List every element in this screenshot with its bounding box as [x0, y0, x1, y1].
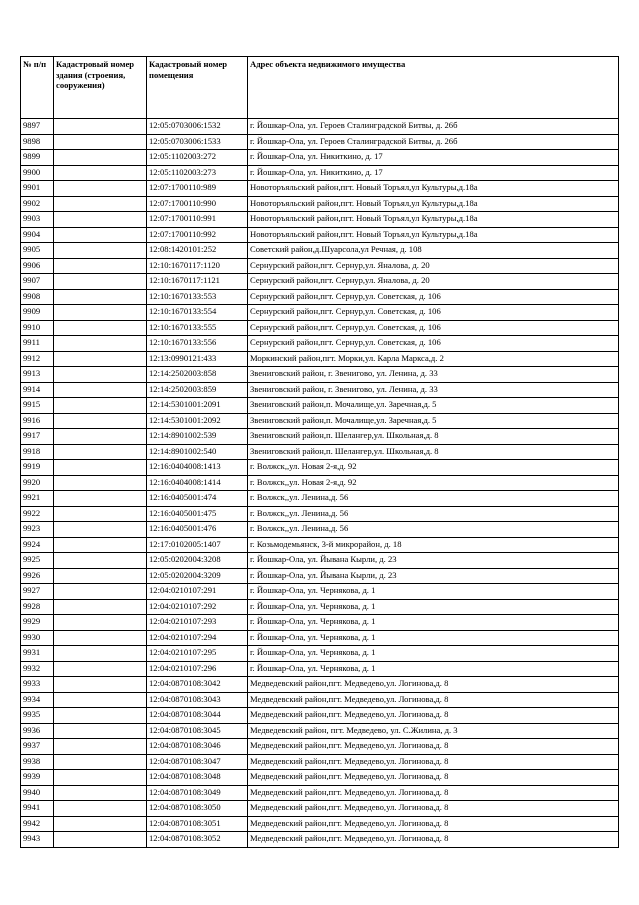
cell-row-number: 9908	[21, 289, 54, 305]
table-row	[21, 584, 619, 600]
cell-building-cadastral-number	[54, 584, 147, 600]
cell-premises-cadastral-number: 12:04:0210107:293	[147, 615, 248, 631]
table-row	[21, 336, 619, 352]
cell-property-address: Звениговский район, г. Звенигово, ул. Ленина, д. 33	[248, 382, 619, 398]
cell-building-cadastral-number	[54, 227, 147, 243]
cell-property-address: Новоторъяльский район,пгт. Новый Торъял,ул Культуры,д.18а	[248, 181, 619, 197]
table-row	[21, 398, 619, 414]
cell-property-address: Сернурский район,пгт. Сернур,ул. Яналова, д. 20	[248, 258, 619, 274]
cell-premises-cadastral-number: 12:04:0870108:3050	[147, 801, 248, 817]
table-row	[21, 227, 619, 243]
cell-building-cadastral-number	[54, 320, 147, 336]
table-row	[21, 196, 619, 212]
cell-property-address: Медведевский район,пгт. Медведево,ул. Логинова,д. 8	[248, 832, 619, 848]
cell-row-number: 9930	[21, 630, 54, 646]
cell-row-number: 9938	[21, 754, 54, 770]
cell-premises-cadastral-number: 12:10:1670117:1120	[147, 258, 248, 274]
cell-premises-cadastral-number: 12:14:5301001:2091	[147, 398, 248, 414]
table-row	[21, 382, 619, 398]
cell-property-address: Новоторъяльский район,пгт. Новый Торъял,ул Культуры,д.18а	[248, 227, 619, 243]
cell-property-address: Звениговский район,п. Шелангер,ул. Школьная,д. 8	[248, 429, 619, 445]
cell-building-cadastral-number	[54, 413, 147, 429]
cell-premises-cadastral-number: 12:04:0870108:3044	[147, 708, 248, 724]
cell-premises-cadastral-number: 12:16:0405001:476	[147, 522, 248, 538]
cell-property-address: Сернурский район,пгт. Сернур,ул. Советская, д. 106	[248, 336, 619, 352]
cell-property-address: г. Йошкар-Ола, ул. Героев Сталинградской Битвы, д. 26б	[248, 119, 619, 135]
cell-row-number: 9926	[21, 568, 54, 584]
cell-building-cadastral-number	[54, 165, 147, 181]
cell-premises-cadastral-number: 12:14:5301001:2092	[147, 413, 248, 429]
cell-row-number: 9912	[21, 351, 54, 367]
cell-property-address: Звениговский район,п. Шелангер,ул. Школьная,д. 8	[248, 444, 619, 460]
cell-building-cadastral-number	[54, 537, 147, 553]
header-row	[21, 57, 619, 119]
cell-building-cadastral-number	[54, 382, 147, 398]
cell-row-number: 9901	[21, 181, 54, 197]
table-row	[21, 599, 619, 615]
cell-premises-cadastral-number: 12:05:0703006:1533	[147, 134, 248, 150]
cell-property-address: Медведевский район,пгт. Медведево,ул. Логинова,д. 8	[248, 816, 619, 832]
cell-building-cadastral-number	[54, 196, 147, 212]
cell-property-address: г. Йошкар-Ола, ул. Чернякова, д. 1	[248, 646, 619, 662]
cell-building-cadastral-number	[54, 351, 147, 367]
cell-property-address: Медведевский район,пгт. Медведево,ул. Логинова,д. 8	[248, 770, 619, 786]
cell-property-address: г. Волжск,,ул. Ленина,д. 56	[248, 491, 619, 507]
cell-premises-cadastral-number: 12:10:1670117:1121	[147, 274, 248, 290]
cell-property-address: Медведевский район, пгт. Медведево, ул. С.Жилина, д. 3	[248, 723, 619, 739]
table-row	[21, 646, 619, 662]
table-row	[21, 754, 619, 770]
cell-row-number: 9899	[21, 150, 54, 166]
table-row	[21, 289, 619, 305]
cell-premises-cadastral-number: 12:05:0703006:1532	[147, 119, 248, 135]
cell-building-cadastral-number	[54, 212, 147, 228]
table-row	[21, 305, 619, 321]
cell-premises-cadastral-number: 12:04:0870108:3045	[147, 723, 248, 739]
table-row	[21, 367, 619, 383]
cell-row-number: 9909	[21, 305, 54, 321]
cell-row-number: 9916	[21, 413, 54, 429]
cell-property-address: Сернурский район,пгт. Сернур,ул. Советская, д. 106	[248, 289, 619, 305]
cell-premises-cadastral-number: 12:10:1670133:553	[147, 289, 248, 305]
header-premises-cadastral-number: Кадастровый номер помещения	[147, 57, 248, 119]
cell-building-cadastral-number	[54, 367, 147, 383]
table-row	[21, 522, 619, 538]
property-register-table	[20, 56, 619, 848]
cell-building-cadastral-number	[54, 677, 147, 693]
cell-property-address: г. Йошкар-Ола, ул. Чернякова, д. 1	[248, 599, 619, 615]
cell-premises-cadastral-number: 12:16:0404008:1414	[147, 475, 248, 491]
cell-building-cadastral-number	[54, 506, 147, 522]
cell-row-number: 9934	[21, 692, 54, 708]
cell-premises-cadastral-number: 12:05:0202004:3209	[147, 568, 248, 584]
cell-premises-cadastral-number: 12:05:1102003:272	[147, 150, 248, 166]
cell-building-cadastral-number	[54, 553, 147, 569]
cell-row-number: 9935	[21, 708, 54, 724]
cell-property-address: г. Волжск,,ул. Ленина,д. 56	[248, 522, 619, 538]
cell-building-cadastral-number	[54, 522, 147, 538]
cell-premises-cadastral-number: 12:07:1700110:990	[147, 196, 248, 212]
cell-premises-cadastral-number: 12:07:1700110:989	[147, 181, 248, 197]
cell-building-cadastral-number	[54, 661, 147, 677]
cell-property-address: г. Волжск,,ул. Новая 2-я,д. 92	[248, 460, 619, 476]
header-row-number: № п/п	[21, 57, 54, 119]
table-row	[21, 506, 619, 522]
table-row	[21, 661, 619, 677]
cell-premises-cadastral-number: 12:04:0870108:3047	[147, 754, 248, 770]
cell-building-cadastral-number	[54, 289, 147, 305]
cell-row-number: 9928	[21, 599, 54, 615]
cell-building-cadastral-number	[54, 444, 147, 460]
cell-property-address: Звениговский район,п. Мочалище,ул. Заречная,д. 5	[248, 398, 619, 414]
cell-premises-cadastral-number: 12:04:0870108:3052	[147, 832, 248, 848]
cell-row-number: 9903	[21, 212, 54, 228]
cell-property-address: Сернурский район,пгт. Сернур,ул. Яналова, д. 20	[248, 274, 619, 290]
cell-property-address: Новоторъяльский район,пгт. Новый Торъял,ул Культуры,д.18а	[248, 196, 619, 212]
table-row	[21, 429, 619, 445]
cell-premises-cadastral-number: 12:04:0210107:295	[147, 646, 248, 662]
table-row	[21, 816, 619, 832]
cell-property-address: Медведевский район,пгт. Медведево,ул. Логинова,д. 8	[248, 692, 619, 708]
cell-building-cadastral-number	[54, 599, 147, 615]
cell-premises-cadastral-number: 12:04:0210107:291	[147, 584, 248, 600]
cell-building-cadastral-number	[54, 243, 147, 259]
header-property-address: Адрес объекта недвижимого имущества	[248, 57, 619, 119]
cell-row-number: 9904	[21, 227, 54, 243]
table-row	[21, 460, 619, 476]
cell-premises-cadastral-number: 12:04:0210107:294	[147, 630, 248, 646]
cell-premises-cadastral-number: 12:04:0210107:296	[147, 661, 248, 677]
cell-row-number: 9900	[21, 165, 54, 181]
cell-property-address: Медведевский район,пгт. Медведево,ул. Логинова,д. 8	[248, 785, 619, 801]
cell-row-number: 9927	[21, 584, 54, 600]
cell-row-number: 9913	[21, 367, 54, 383]
table-row	[21, 677, 619, 693]
cell-row-number: 9925	[21, 553, 54, 569]
cell-row-number: 9915	[21, 398, 54, 414]
cell-premises-cadastral-number: 12:07:1700110:991	[147, 212, 248, 228]
cell-building-cadastral-number	[54, 568, 147, 584]
cell-building-cadastral-number	[54, 491, 147, 507]
cell-premises-cadastral-number: 12:07:1700110:992	[147, 227, 248, 243]
table-header	[21, 57, 619, 119]
cell-row-number: 9931	[21, 646, 54, 662]
table-row	[21, 320, 619, 336]
table-row	[21, 475, 619, 491]
cell-row-number: 9918	[21, 444, 54, 460]
cell-building-cadastral-number	[54, 770, 147, 786]
cell-building-cadastral-number	[54, 258, 147, 274]
cell-premises-cadastral-number: 12:04:0870108:3043	[147, 692, 248, 708]
cell-premises-cadastral-number: 12:17:0102005:1407	[147, 537, 248, 553]
cell-premises-cadastral-number: 12:14:8901002:540	[147, 444, 248, 460]
cell-premises-cadastral-number: 12:04:0210107:292	[147, 599, 248, 615]
cell-building-cadastral-number	[54, 630, 147, 646]
cell-building-cadastral-number	[54, 398, 147, 414]
table-row	[21, 615, 619, 631]
table-row	[21, 770, 619, 786]
cell-row-number: 9917	[21, 429, 54, 445]
cell-row-number: 9932	[21, 661, 54, 677]
cell-premises-cadastral-number: 12:16:0405001:474	[147, 491, 248, 507]
cell-premises-cadastral-number: 12:08:1420101:252	[147, 243, 248, 259]
table-row	[21, 723, 619, 739]
cell-premises-cadastral-number: 12:13:0990121:433	[147, 351, 248, 367]
cell-row-number: 9898	[21, 134, 54, 150]
cell-row-number: 9907	[21, 274, 54, 290]
cell-row-number: 9929	[21, 615, 54, 631]
cell-row-number: 9910	[21, 320, 54, 336]
table-row	[21, 785, 619, 801]
table-row	[21, 258, 619, 274]
cell-building-cadastral-number	[54, 429, 147, 445]
cell-property-address: Медведевский район,пгт. Медведево,ул. Логинова,д. 8	[248, 677, 619, 693]
cell-building-cadastral-number	[54, 274, 147, 290]
cell-premises-cadastral-number: 12:14:8901002:539	[147, 429, 248, 445]
cell-row-number: 9897	[21, 119, 54, 135]
cell-property-address: г. Йошкар-Ола, ул. Чернякова, д. 1	[248, 615, 619, 631]
cell-building-cadastral-number	[54, 754, 147, 770]
cell-property-address: г. Козьмодемьянск, 3-й микрорайон, д. 18	[248, 537, 619, 553]
cell-building-cadastral-number	[54, 739, 147, 755]
cell-row-number: 9919	[21, 460, 54, 476]
table-row	[21, 165, 619, 181]
cell-row-number: 9939	[21, 770, 54, 786]
cell-property-address: Медведевский район,пгт. Медведево,ул. Логинова,д. 8	[248, 801, 619, 817]
table-row	[21, 692, 619, 708]
cell-premises-cadastral-number: 12:04:0870108:3046	[147, 739, 248, 755]
table-row	[21, 243, 619, 259]
table-row	[21, 832, 619, 848]
cell-building-cadastral-number	[54, 460, 147, 476]
cell-building-cadastral-number	[54, 692, 147, 708]
cell-row-number: 9920	[21, 475, 54, 491]
table-row	[21, 553, 619, 569]
cell-property-address: Звениговский район, г. Звенигово, ул. Ленина, д. 33	[248, 367, 619, 383]
table-row	[21, 801, 619, 817]
cell-row-number: 9914	[21, 382, 54, 398]
cell-row-number: 9924	[21, 537, 54, 553]
table-row	[21, 150, 619, 166]
cell-building-cadastral-number	[54, 119, 147, 135]
cell-property-address: Сернурский район,пгт. Сернур,ул. Советская, д. 106	[248, 305, 619, 321]
cell-row-number: 9937	[21, 739, 54, 755]
cell-row-number: 9906	[21, 258, 54, 274]
table-row	[21, 413, 619, 429]
cell-property-address: г. Йошкар-Ола, ул. Никиткино, д. 17	[248, 165, 619, 181]
table-row	[21, 739, 619, 755]
table-row	[21, 630, 619, 646]
cell-building-cadastral-number	[54, 801, 147, 817]
table-row	[21, 708, 619, 724]
cell-building-cadastral-number	[54, 150, 147, 166]
cell-building-cadastral-number	[54, 475, 147, 491]
cell-premises-cadastral-number: 12:04:0870108:3051	[147, 816, 248, 832]
cell-property-address: Новоторъяльский район,пгт. Новый Торъял,ул Культуры,д.18а	[248, 212, 619, 228]
cell-premises-cadastral-number: 12:10:1670133:555	[147, 320, 248, 336]
table-row	[21, 568, 619, 584]
cell-property-address: Медведевский район,пгт. Медведево,ул. Логинова,д. 8	[248, 708, 619, 724]
table-row	[21, 134, 619, 150]
table-row	[21, 274, 619, 290]
cell-row-number: 9943	[21, 832, 54, 848]
cell-property-address: Медведевский район,пгт. Медведево,ул. Логинова,д. 8	[248, 739, 619, 755]
cell-premises-cadastral-number: 12:04:0870108:3049	[147, 785, 248, 801]
cell-property-address: Советский район,д.Шуарсола,ул Речная, д. 108	[248, 243, 619, 259]
table-row	[21, 537, 619, 553]
cell-premises-cadastral-number: 12:14:2502003:858	[147, 367, 248, 383]
table-row	[21, 444, 619, 460]
cell-row-number: 9923	[21, 522, 54, 538]
cell-premises-cadastral-number: 12:05:1102003:273	[147, 165, 248, 181]
table-body	[21, 119, 619, 848]
cell-building-cadastral-number	[54, 708, 147, 724]
table-row	[21, 212, 619, 228]
cell-premises-cadastral-number: 12:14:2502003:859	[147, 382, 248, 398]
cell-premises-cadastral-number: 12:10:1670133:554	[147, 305, 248, 321]
cell-building-cadastral-number	[54, 816, 147, 832]
cell-building-cadastral-number	[54, 134, 147, 150]
cell-property-address: г. Волжск,,ул. Ленина,д. 56	[248, 506, 619, 522]
cell-property-address: г. Йошкар-Ола, ул. Чернякова, д. 1	[248, 630, 619, 646]
cell-building-cadastral-number	[54, 305, 147, 321]
cell-property-address: г. Волжск,,ул. Новая 2-я,д. 92	[248, 475, 619, 491]
cell-premises-cadastral-number: 12:05:0202004:3208	[147, 553, 248, 569]
cell-row-number: 9933	[21, 677, 54, 693]
cell-property-address: г. Йошкар-Ола, ул. Героев Сталинградской Битвы, д. 26б	[248, 134, 619, 150]
cell-row-number: 9922	[21, 506, 54, 522]
header-building-cadastral-number: Кадастровый номер здания (строения, сооружения)	[54, 57, 147, 119]
cell-premises-cadastral-number: 12:16:0404008:1413	[147, 460, 248, 476]
cell-row-number: 9905	[21, 243, 54, 259]
cell-property-address: Медведевский район,пгт. Медведево,ул. Логинова,д. 8	[248, 754, 619, 770]
cell-building-cadastral-number	[54, 336, 147, 352]
cell-building-cadastral-number	[54, 723, 147, 739]
cell-building-cadastral-number	[54, 615, 147, 631]
cell-premises-cadastral-number: 12:04:0870108:3042	[147, 677, 248, 693]
cell-row-number: 9940	[21, 785, 54, 801]
cell-property-address: г. Йошкар-Ола, ул. Йывана Кырли, д. 23	[248, 553, 619, 569]
cell-premises-cadastral-number: 12:04:0870108:3048	[147, 770, 248, 786]
cell-row-number: 9911	[21, 336, 54, 352]
table-row	[21, 491, 619, 507]
cell-row-number: 9936	[21, 723, 54, 739]
cell-property-address: Сернурский район,пгт. Сернур,ул. Советская, д. 106	[248, 320, 619, 336]
cell-premises-cadastral-number: 12:16:0405001:475	[147, 506, 248, 522]
table-row	[21, 119, 619, 135]
cell-property-address: г. Йошкар-Ола, ул. Чернякова, д. 1	[248, 584, 619, 600]
cell-premises-cadastral-number: 12:10:1670133:556	[147, 336, 248, 352]
cell-row-number: 9942	[21, 816, 54, 832]
cell-property-address: Звениговский район,п. Мочалище,ул. Заречная,д. 5	[248, 413, 619, 429]
cell-property-address: г. Йошкар-Ола, ул. Йывана Кырли, д. 23	[248, 568, 619, 584]
cell-row-number: 9902	[21, 196, 54, 212]
cell-building-cadastral-number	[54, 181, 147, 197]
cell-row-number: 9921	[21, 491, 54, 507]
table-row	[21, 181, 619, 197]
cell-building-cadastral-number	[54, 785, 147, 801]
table-row	[21, 351, 619, 367]
cell-building-cadastral-number	[54, 646, 147, 662]
cell-property-address: Моркинский район,пгт. Морки,ул. Карла Маркса,д. 2	[248, 351, 619, 367]
cell-property-address: г. Йошкар-Ола, ул. Никиткино, д. 17	[248, 150, 619, 166]
cell-building-cadastral-number	[54, 832, 147, 848]
cell-row-number: 9941	[21, 801, 54, 817]
cell-property-address: г. Йошкар-Ола, ул. Чернякова, д. 1	[248, 661, 619, 677]
